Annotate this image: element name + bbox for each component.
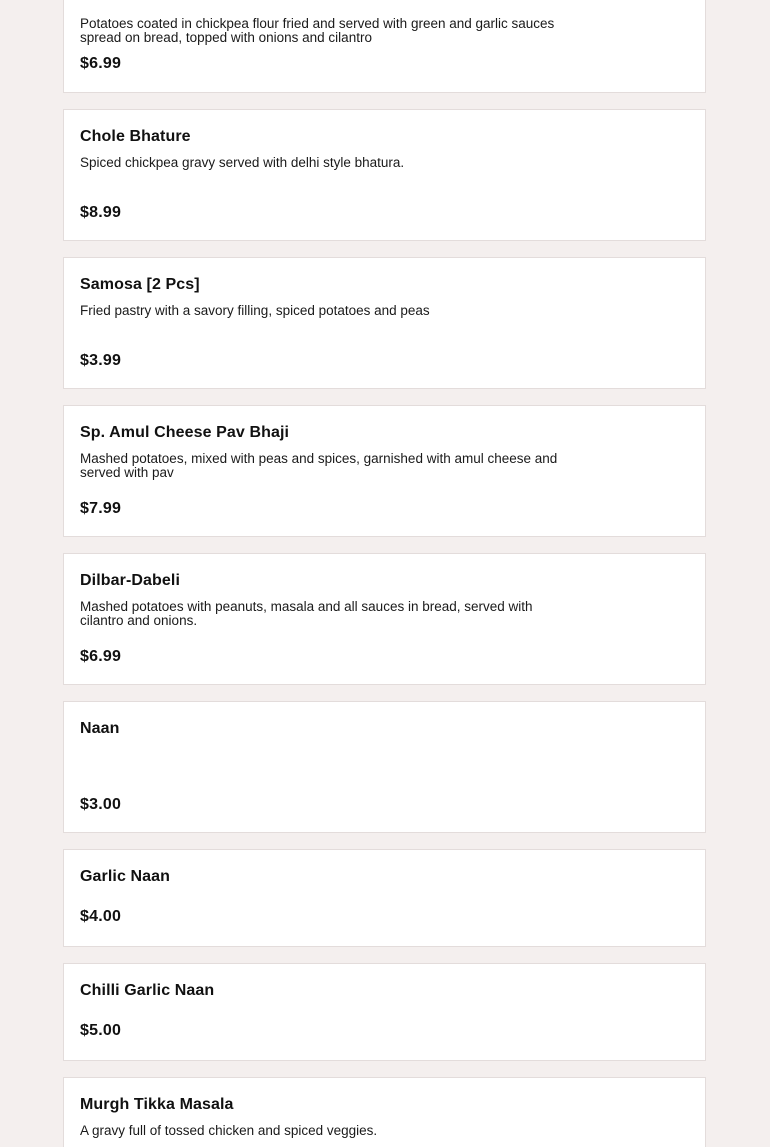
menu-item-name: Dilbar-Dabeli [80, 572, 180, 589]
menu-item-price: $7.99 [80, 500, 122, 517]
menu-item-description: Mashed potatoes, mixed with peas and spices, garnished with amul cheese and served with pav [80, 451, 558, 480]
menu-item-name: Garlic Naan [80, 868, 171, 885]
menu-item-card[interactable] [63, 1077, 706, 1147]
menu-item-card[interactable] [63, 701, 706, 833]
menu-item-card[interactable] [63, 553, 706, 685]
menu-item-description: Potatoes coated in chickpea flour fried and served with green and garlic sauces spread on bread, topped with onions and cilantro [80, 16, 555, 45]
menu-item-price: $5.00 [80, 1022, 122, 1039]
menu-item-description: A gravy full of tossed chicken and spiced veggies. [80, 1123, 378, 1138]
menu-item-name: Chole Bhature [80, 128, 191, 145]
menu-item-description: Mashed potatoes with peanuts, masala and all sauces in bread, served with cilantro and onions. [80, 599, 533, 628]
menu-item-description: Fried pastry with a savory filling, spiced potatoes and peas [80, 303, 430, 318]
menu-item-name: Naan [80, 720, 120, 737]
menu-item-name: Murgh Tikka Masala [80, 1096, 234, 1113]
menu-item-card[interactable] [63, 405, 706, 537]
menu-item-card[interactable] [63, 257, 706, 389]
menu-item-price: $3.00 [80, 796, 122, 813]
menu-item-name: Samosa [2 Pcs] [80, 276, 200, 293]
menu-item-card[interactable] [63, 0, 706, 93]
menu-item-card[interactable] [63, 109, 706, 241]
menu-item-price: $4.00 [80, 908, 122, 925]
menu-item-card[interactable] [63, 849, 706, 947]
menu-item-price: $6.99 [80, 55, 122, 72]
menu-item-price: $8.99 [80, 204, 122, 221]
menu-item-name: Sp. Amul Cheese Pav Bhaji [80, 424, 290, 441]
menu-item-description: Spiced chickpea gravy served with delhi style bhatura. [80, 155, 405, 170]
menu-item-price: $6.99 [80, 648, 122, 665]
menu-item-price: $3.99 [80, 352, 122, 369]
menu-item-name: Chilli Garlic Naan [80, 982, 215, 999]
menu-item-card[interactable] [63, 963, 706, 1061]
